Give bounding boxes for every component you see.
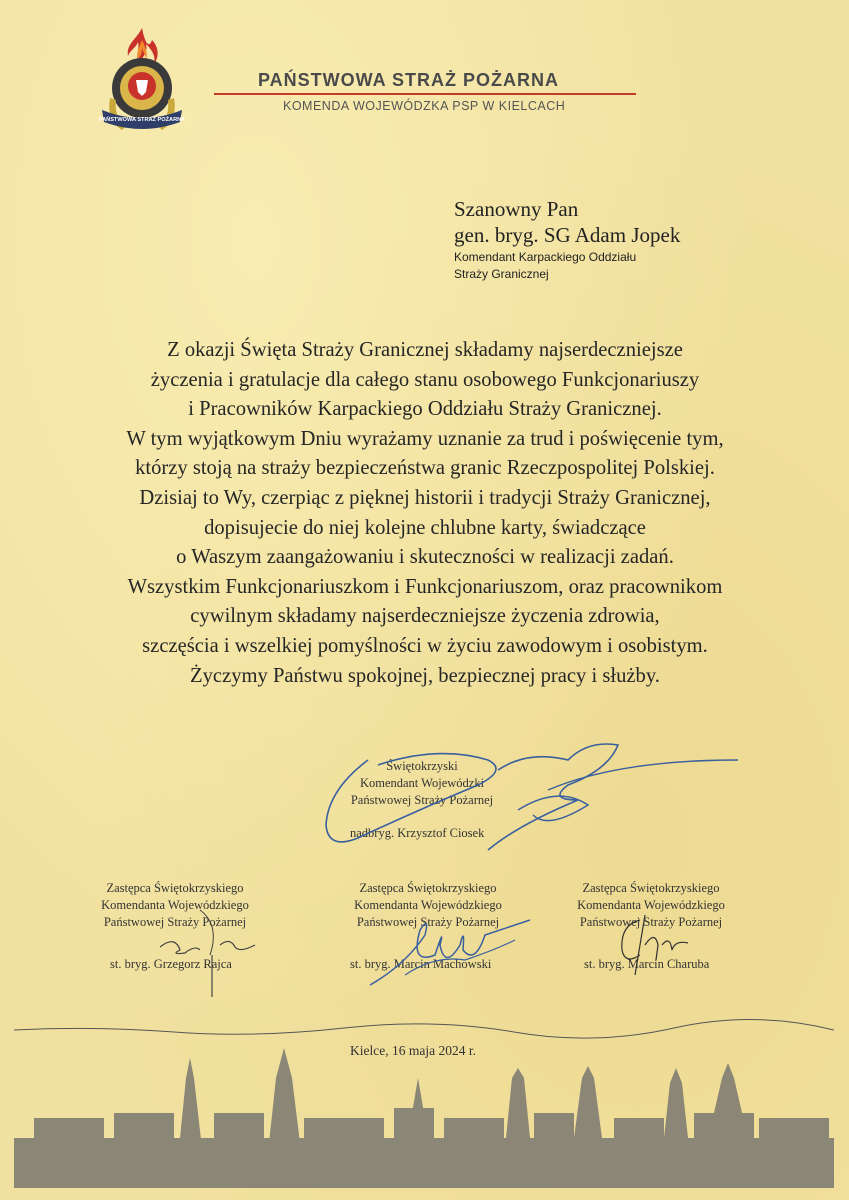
signatory-line: Komendanta Wojewódzkiego <box>101 898 249 912</box>
svg-text:PAŃSTWOWA STRAŻ POŻARNA: PAŃSTWOWA STRAŻ POŻARNA <box>98 117 186 123</box>
addressee-position-line2: Straży Granicznej <box>454 267 549 281</box>
organization-title: PAŃSTWOWA STRAŻ POŻARNA <box>258 70 559 90</box>
body-line: którzy stoją na straży bezpieczeństwa granic Rzeczpospolitej Polskiej. <box>135 457 715 480</box>
body-line: W tym wyjątkowym Dniu wyrażamy uznanie za trud i poświęcenie tym, <box>126 427 724 450</box>
body-line: Wszystkim Funkcjonariuszkom i Funkcjonariuszom, oraz pracownikom <box>127 575 723 598</box>
signatory-line: Państwowej Straży Pożarnej <box>356 915 500 929</box>
deputy-1-name: st. bryg. Grzegorz Rajca <box>110 957 232 971</box>
letter-body <box>60 336 790 691</box>
body-line: Dzisiaj to Wy, czerpiąc z pięknej historii i tradycji Straży Granicznej, <box>139 486 711 509</box>
body-line: życzenia i gratulacje dla całego stanu osobowego Funkcjonariuszy <box>150 368 700 391</box>
deputy-3-name: st. bryg. Marcin Charuba <box>584 957 710 971</box>
deputy-1-signature-scribble <box>140 895 270 1000</box>
body-line: i Pracowników Karpackiego Oddziału Straży Granicznej. <box>188 398 662 421</box>
deputy-2-name: st. bryg. Marcin Machowski <box>350 957 492 971</box>
signatory-line: Państwowej Straży Pożarnej <box>103 915 247 929</box>
deputy-2-signature-scribble <box>365 895 535 995</box>
header-divider <box>214 93 636 95</box>
signatory-line: Świętokrzyski <box>386 759 458 773</box>
signatory-line: Państwowej Straży Pożarnej <box>350 793 494 807</box>
main-signatory-name: nadbryg. Krzysztof Ciosek <box>350 826 485 840</box>
addressee-position-line1: Komendant Karpackiego Oddziału <box>454 250 637 264</box>
place-and-date: Kielce, 16 maja 2024 r. <box>350 1043 476 1058</box>
psp-emblem-icon <box>96 26 188 138</box>
body-line: Z okazji Święta Straży Granicznej składamy najserdeczniejsze <box>167 339 683 361</box>
signatory-line: Komendanta Wojewódzkiego <box>354 898 502 912</box>
signatory-line: Zastępca Świętokrzyskiego <box>106 881 244 895</box>
signatory-line: Komendant Wojewódzki <box>359 776 485 790</box>
body-line: szczęścia i wszelkiej pomyślności w życiu zawodowym i osobistym. <box>142 634 708 657</box>
signatory-line: Komendanta Wojewódzkiego <box>577 898 725 912</box>
signatory-line: Państwowej Straży Pożarnej <box>579 915 723 929</box>
body-line: dopisujecie do niej kolejne chlubne karty, świadczące <box>204 516 646 539</box>
addressee-salutation: Szanowny Pan <box>454 197 579 221</box>
signatory-line: Zastępca Świętokrzyskiego <box>359 881 497 895</box>
body-line: cywilnym składamy najserdeczniejsze życzenia zdrowia, <box>190 605 660 628</box>
deputy-3-signature-scribble <box>600 905 700 985</box>
main-signature-scribble <box>318 730 738 880</box>
signatory-line: Zastępca Świętokrzyskiego <box>582 881 720 895</box>
organization-subtitle: KOMENDA WOJEWÓDZKA PSP W KIELCACH <box>283 99 566 113</box>
body-line: o Waszym zaangażowaniu i skuteczności w realizacji zadań. <box>176 546 674 569</box>
body-line: Życzymy Państwu spokojnej, bezpiecznej pracy i służby. <box>190 664 660 687</box>
addressee-name: gen. bryg. SG Adam Jopek <box>454 223 681 247</box>
